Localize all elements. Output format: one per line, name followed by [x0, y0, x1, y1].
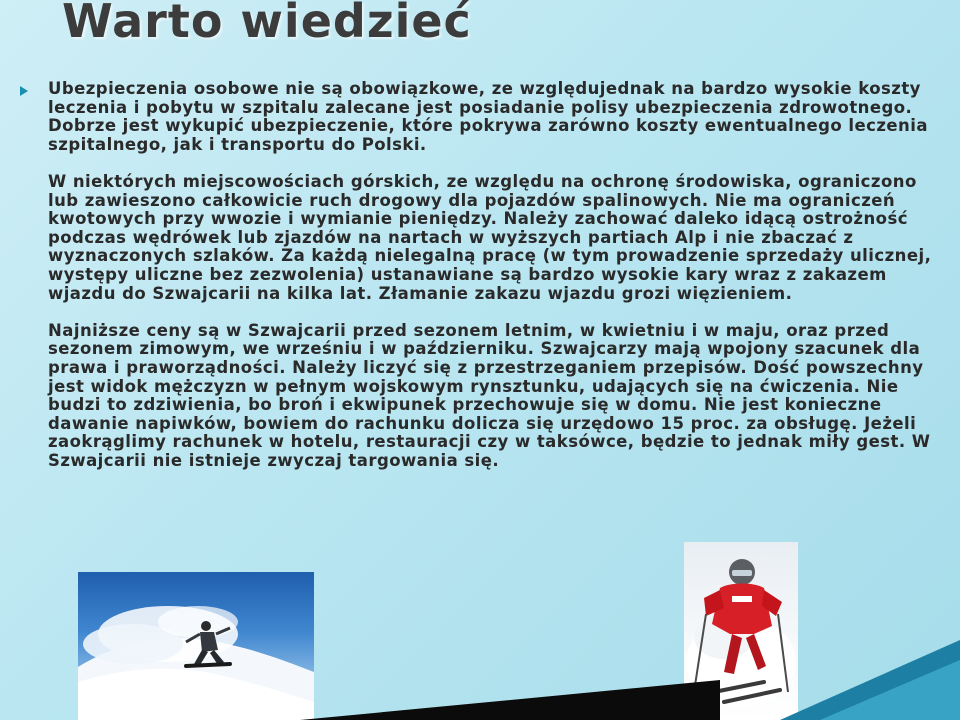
paragraph-prices-customs: Najniższe ceny są w Szwajcarii przed sezonem letnim, w kwietniu i w maju, oraz przed sezonem zimowym, we wrześniu i w październiku. Szwajcarzy mają wpojony szacunek dla prawa i praworządności. Należy liczyć się z przestrzeganiem przepisów. Dość powszechny jest widok mężczyzn w pełnym wojskowym rynsztunku, udających się na ćwiczenia. Nie budzi to zdziwienia, bo broń i ekwipunek przechowuje się w domu. Nie jest konieczne dawanie napiwków, bowiem do rachunku dolicza się urzędowo 15 proc. za obsługę. Jeżeli zaokrąglimy rachunek w hotelu, restauracji czy w taksówce, będzie to jednak miły gest. W Szwajcarii nie istnieje zwyczaj targowania się.	[48, 320, 931, 470]
paragraph-regulations: W niektórych miejscowościach górskich, ze względu na ochronę środowiska, ograniczono lub zawieszono całkowicie ruch drogowy dla pojazdów spalinowych. Nie ma ograniczeń kwotowych przy wwozie i wymianie pieniędzy. Należy zachować daleko idącą ostrożność podczas wędrówek lub zjazdów na nartach w wyższych partiach Alp i nie zbaczać z wyznaczonych szlaków. Za każdą nielegalną pracę (w tym prowadzenie sprzedaży ulicznej, występy uliczne bez zezwolenia) ustanawiane są bardzo wysokie kary wraz z zakazem wjazdu do Szwajcarii na kilka lat. Złamanie zakazu wjazdu grozi więzieniem.	[48, 171, 932, 303]
paragraph-insurance: Ubezpieczenia osobowe nie są obowiązkowe, ze względujednak na bardzo wysokie koszty leczenia i pobytu w szpitalu zalecane jest posiadanie polisy ubezpieczenia zdrowotnego. Dobrze jest wykupić ubezpieczenie, które pokrywa zarówno koszty ewentualnego leczenia szpitalnego, jak i transportu do Polski.	[48, 79, 928, 154]
corner-decoration-black	[300, 680, 720, 720]
bullet-arrow-icon	[20, 86, 28, 96]
slide-body	[48, 80, 943, 489]
snowboarder-photo	[78, 572, 314, 720]
corner-decoration-light	[820, 660, 960, 720]
slide-title: Warto wiedzieć	[62, 0, 472, 48]
